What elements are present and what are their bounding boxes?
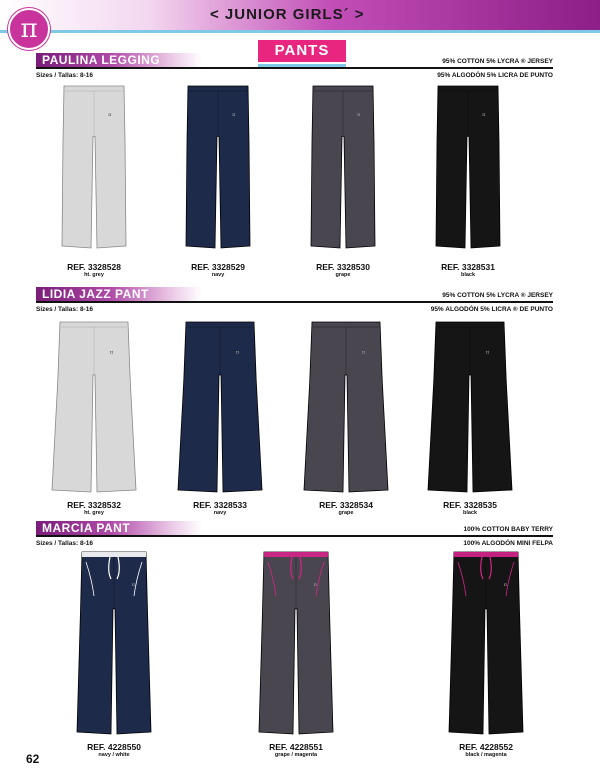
product-color: navy bbox=[213, 510, 227, 516]
product-ref: REF. 3328528 bbox=[67, 262, 121, 272]
svg-text:π: π bbox=[232, 112, 236, 118]
svg-text:π: π bbox=[482, 112, 486, 118]
product-color: ht. grey bbox=[84, 510, 104, 516]
svg-text:π: π bbox=[485, 349, 490, 356]
product-ref: REF. 3328529 bbox=[191, 262, 245, 272]
pi-logo-icon: π bbox=[8, 8, 50, 50]
product-ref: REF. 3328530 bbox=[316, 262, 370, 272]
svg-text:π: π bbox=[357, 112, 361, 118]
pant-illustration bbox=[434, 318, 514, 501]
section-title-lidia: LIDIA JAZZ PANT bbox=[36, 287, 202, 301]
page-number: 62 bbox=[26, 752, 40, 766]
pant-illustration bbox=[452, 548, 525, 743]
material-en: 95% COTTON 5% LYCRA ® JERSEY bbox=[442, 58, 553, 65]
pant-illustration bbox=[80, 548, 153, 743]
product-ref: REF. 4228552 bbox=[459, 742, 513, 752]
product-color: black bbox=[460, 272, 476, 278]
category-badge: PANTS bbox=[258, 40, 346, 62]
product-color: black / magenta bbox=[465, 752, 507, 758]
product-color: navy bbox=[211, 272, 225, 278]
material-es: 95% ALGODÓN 5% LICRA ® DE PUNTO bbox=[430, 306, 553, 313]
section-divider bbox=[36, 301, 553, 303]
material-es: 100% ALGODÓN MINI FELPA bbox=[463, 540, 553, 547]
sizes-label: Sizes / Tallas: 8-16 bbox=[36, 540, 93, 547]
section-title-marcia: MARCIA PANT bbox=[36, 521, 202, 535]
product-ref: REF. 3328535 bbox=[443, 500, 497, 510]
pant-illustration bbox=[62, 82, 128, 257]
sizes-label: Sizes / Tallas: 8-16 bbox=[36, 72, 93, 79]
page-title: < JUNIOR GIRLS´ > bbox=[210, 6, 365, 23]
section-divider bbox=[36, 535, 553, 537]
product-ref: REF. 3328532 bbox=[67, 500, 121, 510]
svg-text:π: π bbox=[503, 582, 507, 588]
sizes-label: Sizes / Tallas: 8-16 bbox=[36, 306, 93, 313]
product-color: ht. grey bbox=[84, 272, 104, 278]
product-color: grape bbox=[335, 272, 351, 278]
pant-illustration bbox=[262, 548, 335, 743]
header-stripe bbox=[0, 30, 600, 33]
product-color: grape / magenta bbox=[274, 752, 318, 758]
section-divider bbox=[36, 67, 553, 69]
product-color: grape bbox=[338, 510, 354, 516]
svg-text:π: π bbox=[313, 582, 317, 588]
material-es: 95% ALGODÓN 5% LICRA DE PUNTO bbox=[437, 72, 553, 79]
pant-illustration bbox=[436, 82, 502, 257]
pant-illustration bbox=[58, 318, 138, 501]
svg-text:π: π bbox=[108, 112, 112, 118]
product-ref: REF. 4228551 bbox=[269, 742, 323, 752]
pant-illustration bbox=[184, 318, 264, 501]
pant-illustration bbox=[311, 82, 377, 257]
product-ref: REF. 3328534 bbox=[319, 500, 373, 510]
product-color: navy / white bbox=[98, 752, 130, 758]
product-ref: REF. 4228550 bbox=[87, 742, 141, 752]
product-color: black bbox=[462, 510, 478, 516]
section-title-paulina: PAULINA LEGGING bbox=[36, 53, 202, 67]
svg-text:π: π bbox=[109, 349, 114, 356]
material-en: 100% COTTON BABY TERRY bbox=[463, 526, 553, 533]
svg-text:π: π bbox=[361, 349, 366, 356]
product-ref: REF. 3328531 bbox=[441, 262, 495, 272]
pant-illustration bbox=[310, 318, 390, 501]
svg-text:π: π bbox=[235, 349, 240, 356]
pant-illustration bbox=[186, 82, 252, 257]
svg-text:π: π bbox=[131, 582, 135, 588]
material-en: 95% COTTON 5% LYCRA ® JERSEY bbox=[442, 292, 553, 299]
product-ref: REF. 3328533 bbox=[193, 500, 247, 510]
